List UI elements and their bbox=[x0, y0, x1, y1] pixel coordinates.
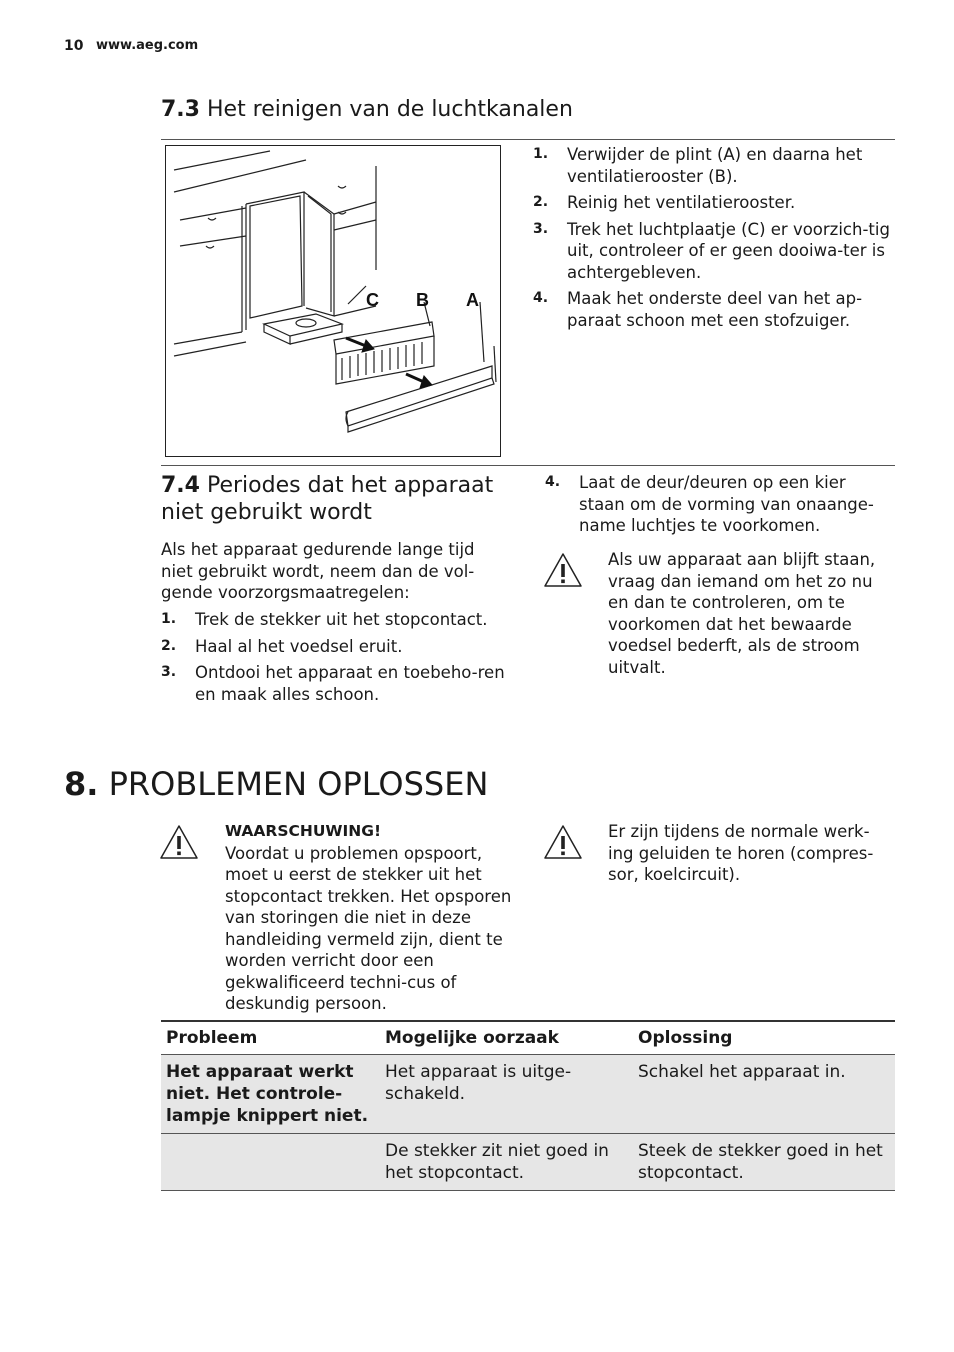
list-item: 4. Laat de deur/deuren op een kier staan om de vorming van onaange-name luchtjes te voorkomen. bbox=[545, 473, 874, 535]
list-item: 3. Ontdooi het apparaat en toebeho-ren en maak alles schoon. bbox=[161, 663, 505, 704]
refrigerator-plinth-diagram bbox=[166, 146, 500, 456]
website-url[interactable]: www.aeg.com bbox=[96, 38, 199, 53]
list-item: 4. Maak het onderste deel van het ap-paraat schoon met een stofzuiger. bbox=[533, 289, 863, 330]
column-header: Mogelijke oorzaak bbox=[380, 1021, 633, 1055]
warning-text: Voordat u problemen opspoort, moet u eerst de stekker uit het stopcontact trekken. Het opsporen van storingen die niet in deze handleiding vermeld zijn, dient te worden verricht door een gekwalificeerd techni-cus of deskundig persoon. bbox=[225, 843, 512, 1013]
problem-cell bbox=[161, 1134, 380, 1191]
table-row bbox=[161, 1055, 895, 1134]
warning-title: WAARSCHUWING! bbox=[225, 822, 382, 840]
section-7-4-steps-left bbox=[161, 609, 506, 710]
list-item: 1. Trek de stekker uit het stopcontact. bbox=[161, 610, 488, 629]
warning-icon bbox=[543, 552, 583, 588]
list-item: 2. Reinig het ventilatierooster. bbox=[533, 193, 796, 212]
air-duct-illustration bbox=[165, 145, 501, 457]
list-item: 2. Haal al het voedsel eruit. bbox=[161, 636, 403, 656]
chapter-number: 8. bbox=[64, 765, 99, 803]
label-c: C bbox=[366, 290, 379, 310]
label-a: A bbox=[466, 290, 479, 310]
divider bbox=[161, 139, 895, 140]
section-7-4-intro: Als het apparaat gedurende lange tijd niet gebruikt wordt, neem dan de vol-gende voorzorgsmaatregelen: bbox=[161, 540, 475, 602]
problem-cell: Het apparaat werkt niet. Het controle-lampje knippert niet. bbox=[161, 1055, 380, 1134]
chapter-heading: PROBLEMEN OPLOSSEN bbox=[108, 765, 489, 803]
solution-cell: Schakel het apparaat in. bbox=[633, 1055, 895, 1134]
chapter-8-title bbox=[64, 765, 488, 803]
table-header-row bbox=[161, 1021, 895, 1055]
warning-icon bbox=[543, 824, 583, 860]
cause-cell: De stekker zit niet goed in het stopcontact. bbox=[380, 1134, 633, 1191]
list-item: 1. Verwijder de plint (A) en daarna het ventilatierooster (B). bbox=[533, 145, 863, 186]
solution-cell: Steek de stekker goed in het stopcontact. bbox=[633, 1134, 895, 1191]
section-number: 7.4 bbox=[161, 473, 200, 498]
warning-icon bbox=[159, 824, 199, 860]
chapter-8-warning bbox=[225, 821, 515, 1015]
label-b: B bbox=[416, 290, 429, 310]
list-item: 3. Trek het luchtplaatje (C) er voorzich-tig uit, controleer of er geen dooiwa-ter is achtergebleven. bbox=[533, 219, 890, 282]
section-heading: Het reinigen van de luchtkanalen bbox=[206, 97, 573, 122]
page-number: 10 bbox=[64, 38, 84, 54]
troubleshooting-table bbox=[161, 1020, 895, 1191]
section-7-3-steps bbox=[533, 144, 895, 336]
section-heading: Periodes dat het apparaat niet gebruikt wordt bbox=[161, 473, 494, 525]
cause-cell: Het apparaat is uitge-schakeld. bbox=[380, 1055, 633, 1134]
section-7-4-steps-right bbox=[545, 472, 890, 542]
section-number: 7.3 bbox=[161, 97, 200, 122]
section-7-4-title bbox=[161, 472, 511, 526]
column-header: Oplossing bbox=[633, 1021, 895, 1055]
section-7-3-title bbox=[161, 96, 573, 123]
column-header: Probleem bbox=[161, 1021, 380, 1055]
chapter-8-note: Er zijn tijdens de normale werk-ing geluiden te horen (compres-sor, koelcircuit). bbox=[608, 822, 874, 884]
section-7-4-warning: Als uw apparaat aan blijft staan, vraag dan iemand om het zo nu en dan te controleren, om te voorkomen dat het bewaarde voedsel bederft, als de stroom uitvalt. bbox=[608, 550, 876, 677]
divider bbox=[161, 465, 895, 466]
table-row bbox=[161, 1134, 895, 1191]
